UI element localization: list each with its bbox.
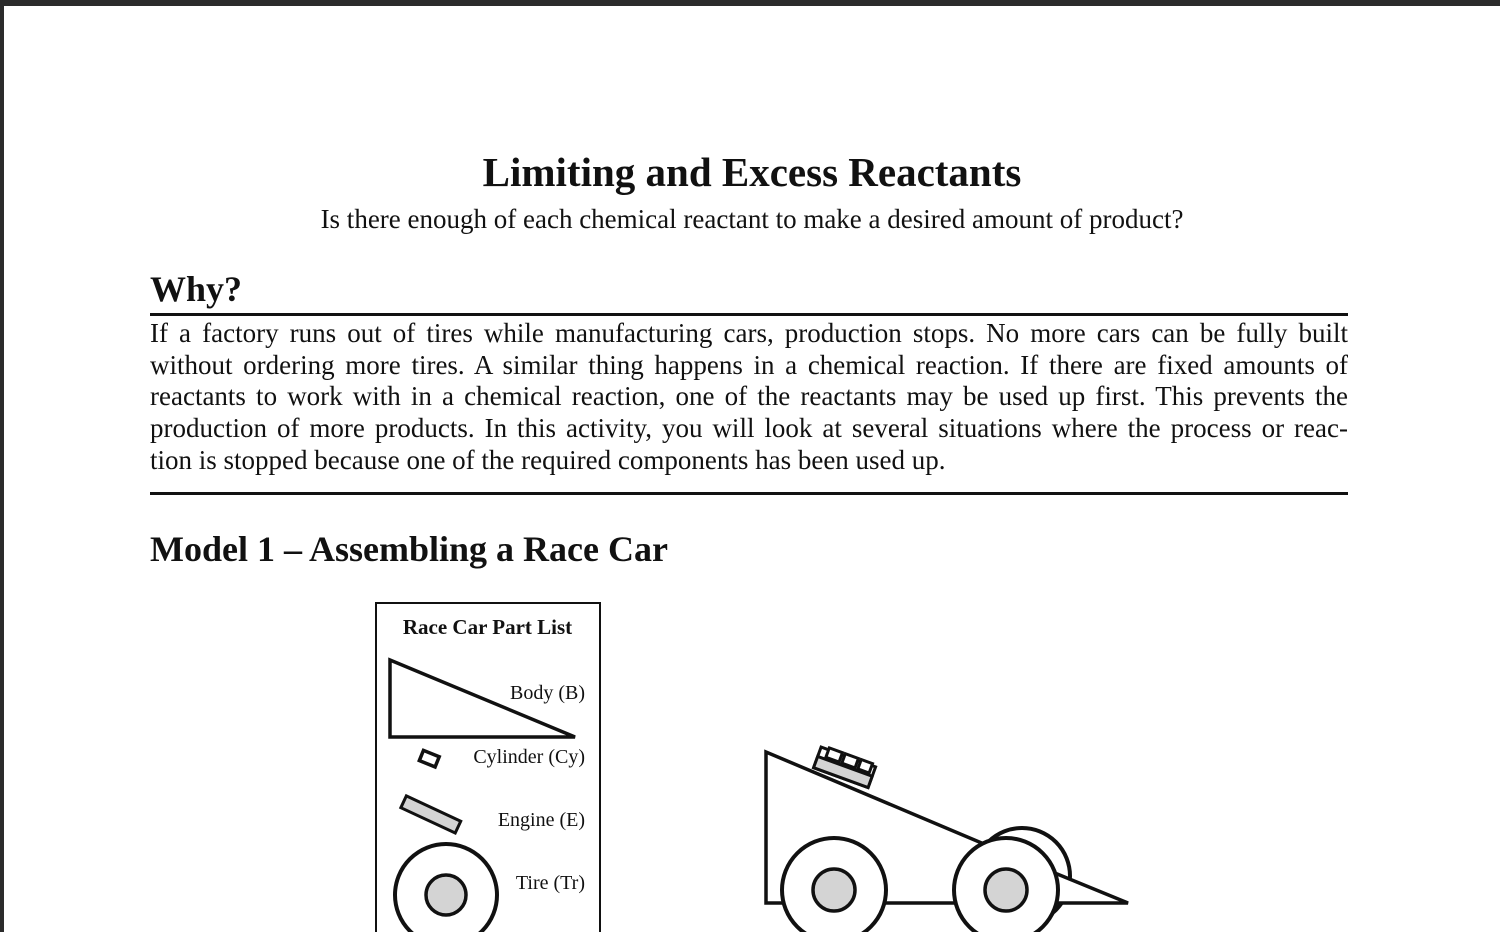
- why-heading: Why?: [150, 269, 243, 309]
- part-label-tire: Tire (Tr): [515, 872, 585, 894]
- front-tire-icon: [782, 838, 886, 932]
- why-paragraph-line: production of more products. In this activity, you will look at several situations where the process or reac-: [150, 413, 1348, 443]
- part-label-body: Body (B): [510, 682, 585, 704]
- why-top-rule: [150, 313, 1348, 316]
- page-title: Limiting and Excess Reactants: [482, 149, 1022, 195]
- tire-icon: [395, 844, 497, 932]
- model-1-heading: Model 1 – Assembling a Race Car: [150, 529, 668, 569]
- part-list-title: Race Car Part List: [402, 615, 573, 639]
- race-car-illustration: [744, 726, 1164, 932]
- engine-icon: [401, 796, 461, 833]
- document-page: [4, 6, 1500, 932]
- race-car-part-list: [375, 602, 601, 932]
- why-bottom-rule: [150, 492, 1348, 495]
- why-paragraph-line: without ordering more tires. A similar thing happens in a chemical reaction. If there are fixed amounts of: [150, 350, 1348, 380]
- why-paragraph-line: If a factory runs out of tires while manufacturing cars, production stops. No more cars can be fully built: [150, 318, 1348, 348]
- rear-tire-icon: [954, 838, 1058, 932]
- page-subtitle: Is there enough of each chemical reactant to make a desired amount of product?: [320, 204, 1184, 234]
- why-paragraph-line: tion is stopped because one of the required components has been used up.: [150, 445, 946, 475]
- part-label-cylinder: Cylinder (Cy): [473, 746, 585, 768]
- part-label-engine: Engine (E): [497, 809, 585, 831]
- why-paragraph-line: reactants to work with in a chemical reaction, one of the reactants may be used up first. This prevents the: [150, 381, 1348, 411]
- cylinder-icon: [419, 750, 439, 767]
